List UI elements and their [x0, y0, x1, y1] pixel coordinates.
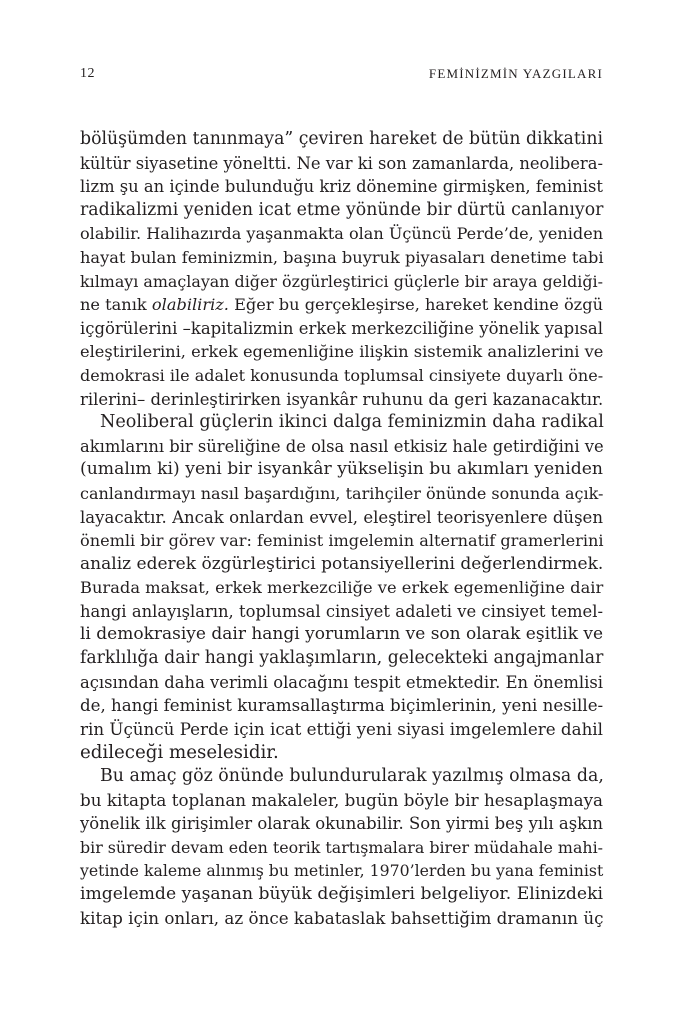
text-line: radikalizmi yeniden icat etme yönünde bir dürtü canlanıyor — [80, 199, 604, 220]
text-line: lizm şu an içinde bulunduğu kriz dönemine girmişken, feminist — [80, 177, 603, 197]
paragraph — [80, 128, 603, 411]
text-line: li demokrasiye dair hangi yorumların ve son olarak eşitlik ve — [80, 624, 604, 645]
text-line-with-italic — [80, 293, 603, 317]
text-line: canlandırmayı nasıl başardığını, tarihçiler önünde sonunda açık- — [80, 483, 604, 503]
text-line: bir süredir devam eden teorik tartışmalara birer müdahale mahi- — [80, 837, 603, 857]
paragraph — [80, 411, 603, 765]
text-line: (umalım ki) yeni bir isyankâr yükselişin bu akımları yeniden — [80, 459, 603, 480]
text-segment: Eğer bu gerçekleşirse, hareket kendine özgü — [228, 295, 604, 315]
text-line: de, hangi feminist kuramsallaştırma biçimlerinin, yeni nesille- — [80, 696, 604, 716]
text-line: rilerini– derinleştirirken isyankâr ruhunu da geri kazanacaktır. — [80, 389, 604, 409]
text-line: Burada maksat, erkek merkezciliğe ve erkek egemenliğine dair — [80, 578, 604, 598]
text-line: analiz ederek özgürleştirici potansiyellerini değerlendirmek. — [80, 553, 604, 574]
text-segment: ne tanık — [80, 295, 152, 315]
text-line: Bu amaç göz önünde bulundurularak yazılmış olmasa da, — [100, 766, 604, 787]
text-line: hayat bulan feminizmin, başına buyruk piyasaları denetime tabi — [80, 247, 604, 267]
text-line: içgörülerini –kapitalizmin erkek merkezciliğine yönelik yapısal — [80, 318, 603, 338]
text-line: bu kitapta toplanan makaleler, bugün böyle bir hesaplaşmaya — [80, 789, 603, 810]
italic-emphasis: olabiliriz. — [151, 295, 229, 315]
text-line: kitap için onları, az önce kabataslak bahsettiğim dramanın üç — [80, 907, 604, 928]
paragraph — [80, 765, 603, 930]
text-line: akımlarını bir süreliğine de olsa nasıl etkisiz hale getirdiğini ve — [80, 436, 604, 456]
text-line: rin Üçüncü Perde için icat ettiği yeni siyasi imgelemlere dahil — [80, 718, 603, 739]
text-line: yetinde kaleme alınmış bu metinler, 1970’lerden bu yana feminist — [80, 861, 604, 881]
text-line: farklılığa dair hangi yaklaşımların, gelecekteki angajmanlar — [80, 648, 604, 669]
text-line: edileceği meselesidir. — [80, 742, 279, 764]
running-head-title: FEMİNİZMİN YAZGILARI — [428, 66, 603, 81]
text-line: olabilir. Halihazırda yaşanmakta olan Üçüncü Perde’de, yeniden — [80, 224, 604, 244]
text-line: kültür siyasetine yöneltti. Ne var ki son zamanlarda, neolibera- — [80, 153, 603, 173]
text-line: kılmayı amaçlayan diğer özgürleştirici güçlerle bir araya geldiği- — [80, 271, 603, 291]
text-line: önemli bir görev var: feminist imgelemin alternatif gramerlerini — [80, 531, 604, 551]
text-line: bölüşümden tanınmaya” çeviren hareket de bütün dikkatini — [80, 129, 604, 149]
text-line: açısından daha verimli olacağını tespit etmektedir. En önemlisi — [80, 672, 603, 692]
page-number: 12 — [80, 66, 95, 81]
text-line: yönelik ilk girişimler olarak okunabilir. Son yirmi beş yılı aşkın — [80, 814, 603, 834]
text-line: eleştirilerini, erkek egemenliğine ilişkin sistemik analizlerini ve — [80, 342, 604, 362]
text-line: imgelemde yaşanan büyük değişimleri belgeliyor. Elinizdeki — [80, 884, 603, 904]
text-line: hangi anlayışların, toplumsal cinsiyet adaleti ve cinsiyet temel- — [80, 601, 603, 621]
body-text — [80, 128, 603, 930]
text-line: layacaktır. Ancak onlardan evvel, eleştirel teorisyenlere düşen — [80, 507, 603, 527]
text-line: demokrasi ile adalet konusunda toplumsal cinsiyete duyarlı öne- — [80, 365, 604, 385]
text-line: Neoliberal güçlerin ikinci dalga feminizmin daha radikal — [100, 412, 604, 433]
